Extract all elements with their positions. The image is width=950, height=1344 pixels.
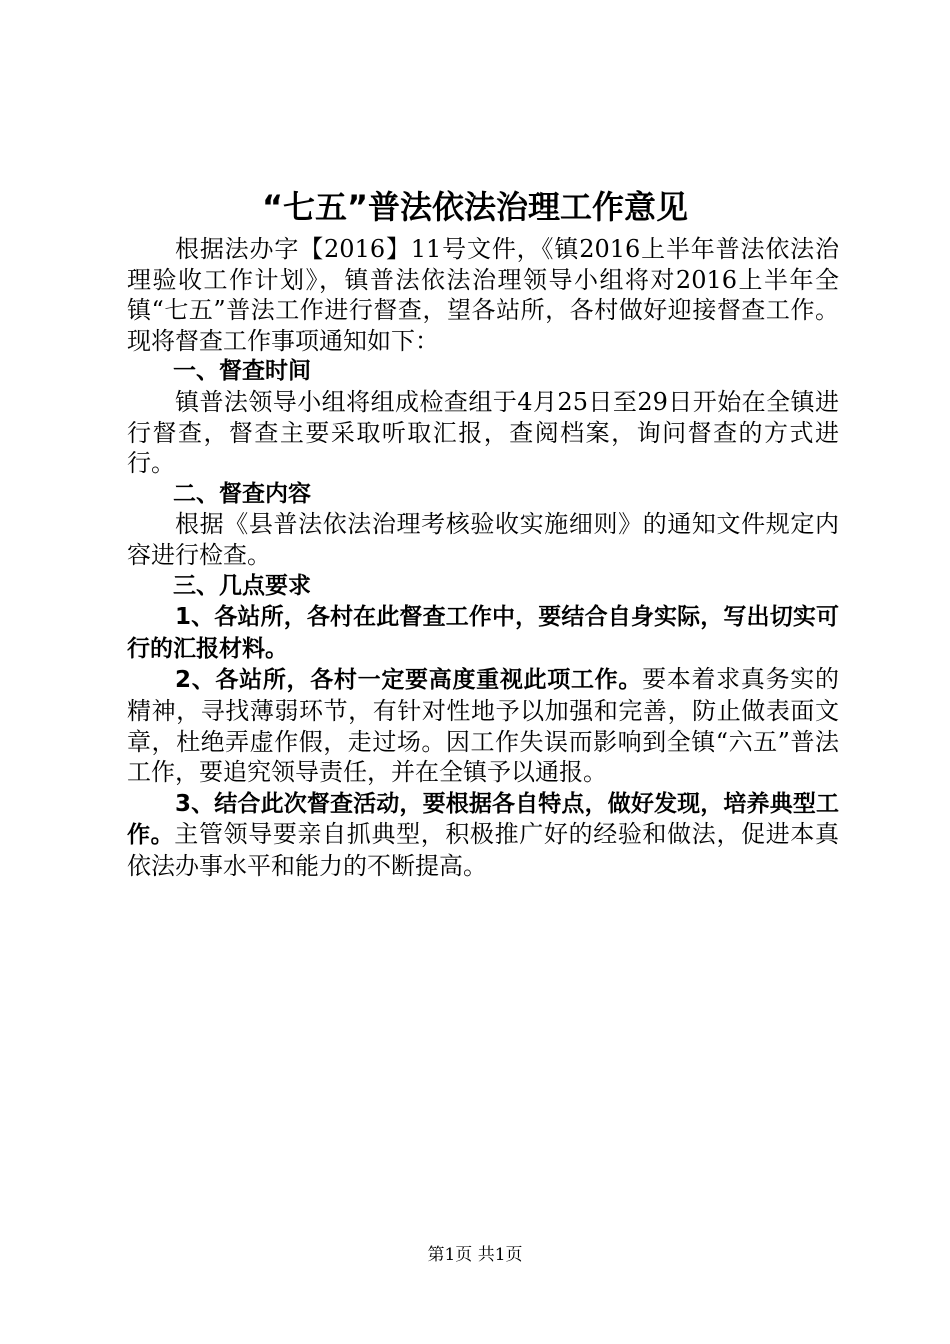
intro-paragraph: 根据法办字【2016】11号文件，《镇2016上半年普法依法治理验收工作计划》，镇普法依法治理领导小组将对2016上半年全镇“七五”普法工作进行督查，望各站所，各村做好迎接督查工作。现将督查工作事项通知如下： bbox=[127, 235, 839, 355]
requirement-item-2-text: 要本着求真务实的精神，寻找薄弱环节，有针对性地予以加强和完善，防止做表面文章，杜绝弄虚作假，走过场。因工作失误而影响到全镇“六五”普法工作，要追究领导责任，并在全镇予以通报。 bbox=[127, 665, 839, 787]
page-number-footer: 第1页 共1页 bbox=[427, 1245, 523, 1265]
requirement-item-3 bbox=[127, 788, 839, 882]
requirement-item-1-bold: 1、各站所，各村在此督查工作中，要结合自身实际，写出切实可行的汇报材料。 bbox=[127, 604, 839, 662]
section-heading-content: 二、督查内容 bbox=[173, 480, 311, 507]
requirement-item-2-bold: 2、各站所，各村一定要高度重视此项工作。 bbox=[175, 667, 643, 694]
document-body bbox=[127, 234, 839, 881]
document-title: “七五”普法依法治理工作意见 bbox=[261, 188, 689, 226]
section-heading-time: 一、督查时间 bbox=[173, 358, 311, 385]
section-body-time: 镇普法领导小组将组成检查组于4月25日至29日开始在全镇进行督查，督查主要采取听取汇报，查阅档案，询问督查的方式进行。 bbox=[127, 387, 839, 478]
section-body-content: 根据《县普法依法治理考核验收实施细则》的通知文件规定内容进行检查。 bbox=[127, 510, 839, 569]
requirement-item-3-text: 主管领导要亲自抓典型，积极推广好的经验和做法，促进本真依法办事水平和能力的不断提高。 bbox=[127, 820, 840, 880]
requirement-item-3-bold: 3、结合此次督查活动，要根据各自特点，做好发现，培养典型工作。 bbox=[127, 790, 839, 849]
requirement-item-1 bbox=[127, 601, 839, 664]
requirement-item-2 bbox=[127, 664, 839, 787]
section-heading-requirements: 三、几点要求 bbox=[173, 572, 311, 599]
